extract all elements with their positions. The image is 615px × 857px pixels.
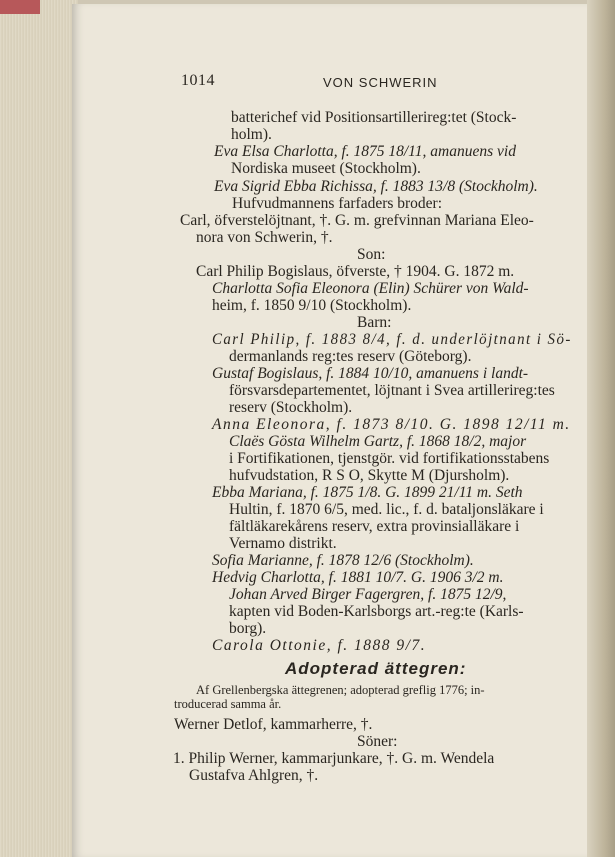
text-line: Johan Arved Birger Fagergren, f. 1875 12/9,	[229, 586, 507, 603]
text-line: Hedvig Charlotta, f. 1881 10/7. G. 1906 3/2 m.	[212, 569, 504, 586]
text-line: fältläkarekårens reserv, extra provinsialläkare i	[229, 518, 520, 535]
text-line: kapten vid Boden-Karlsborgs art.-reg:te (Karls-	[229, 603, 524, 620]
text-line: Claës Gösta Wilhelm Gartz, f. 1868 18/2, major	[229, 433, 527, 450]
book-page-edges	[0, 0, 78, 857]
text-line: Eva Sigrid Ebba Richissa, f. 1883 13/8 (Stockholm).	[214, 178, 538, 195]
text-line: reserv (Stockholm).	[229, 399, 353, 416]
text-line: heim, f. 1850 9/10 (Stockholm).	[212, 297, 412, 314]
text-line: Carl Philip, f. 1883 8/4, f. d. underlöjtnant i Sö-	[212, 331, 572, 348]
text-line: holm).	[231, 126, 272, 143]
text-line: Hufvudmannens farfaders broder:	[232, 195, 443, 212]
text-line: Carl, öfverstelöjtnant, †. G. m. grefvinnan Mariana Eleo-	[180, 212, 534, 229]
running-title: VON SCHWERIN	[323, 75, 438, 90]
text-line: 1. Philip Werner, kammarjunkare, †. G. m. Wendela	[173, 750, 495, 767]
text-line: Son:	[357, 246, 386, 263]
text-line: Eva Elsa Charlotta, f. 1875 18/11, amanuens vid	[214, 143, 516, 160]
text-line: dermanlands reg:tes reserv (Göteborg).	[229, 348, 472, 365]
text-line: borg).	[229, 620, 267, 637]
section-note: Af Grellenbergska ättegrenen; adopterad greflig 1776; in-	[196, 683, 485, 697]
bookmark-ribbon	[0, 0, 40, 14]
text-line: Carl Philip Bogislaus, öfverste, † 1904. G. 1872 m.	[196, 263, 515, 280]
text-line: Nordiska museet (Stockholm).	[231, 160, 421, 177]
text-line: Charlotta Sofia Eleonora (Elin) Schürer von Wald-	[212, 280, 529, 297]
text-line: Hultin, f. 1870 6/5, med. lic., f. d. bataljonsläkare i	[229, 501, 544, 518]
text-line: Carola Ottonie, f. 1888 9/7.	[212, 637, 427, 654]
text-line: Werner Detlof, kammarherre, †.	[174, 716, 373, 733]
text-line: i Fortifikationen, tjenstgör. vid fortifikationsstabens	[229, 450, 550, 467]
text-line: Vernamo distrikt.	[229, 535, 337, 552]
text-line: Barn:	[357, 314, 392, 331]
text-line: batterichef vid Positionsartillerireg:tet (Stock-	[231, 109, 517, 126]
text-line: nora von Schwerin, †.	[196, 229, 333, 246]
text-line: Söner:	[357, 733, 398, 750]
text-line: hufvudstation, R S O, Skytte M (Djursholm).	[229, 467, 510, 484]
section-heading: Adopterad ättegren:	[285, 659, 467, 678]
text-line: Ebba Mariana, f. 1875 1/8. G. 1899 21/11 m. Seth	[212, 484, 523, 501]
text-line: försvarsdepartementet, löjtnant i Svea artillerireg:tes	[229, 382, 555, 399]
page-number: 1014	[181, 72, 215, 89]
text-line: Gustaf Bogislaus, f. 1884 10/10, amanuens i landt-	[212, 365, 529, 382]
book-gutter-right	[587, 0, 615, 857]
text-line: Gustafva Ahlgren, †.	[189, 767, 319, 784]
text-line: Sofia Marianne, f. 1878 12/6 (Stockholm).	[212, 552, 474, 569]
text-line: Anna Eleonora, f. 1873 8/10. G. 1898 12/11 m.	[212, 416, 571, 433]
section-note: troducerad samma år.	[174, 697, 282, 711]
